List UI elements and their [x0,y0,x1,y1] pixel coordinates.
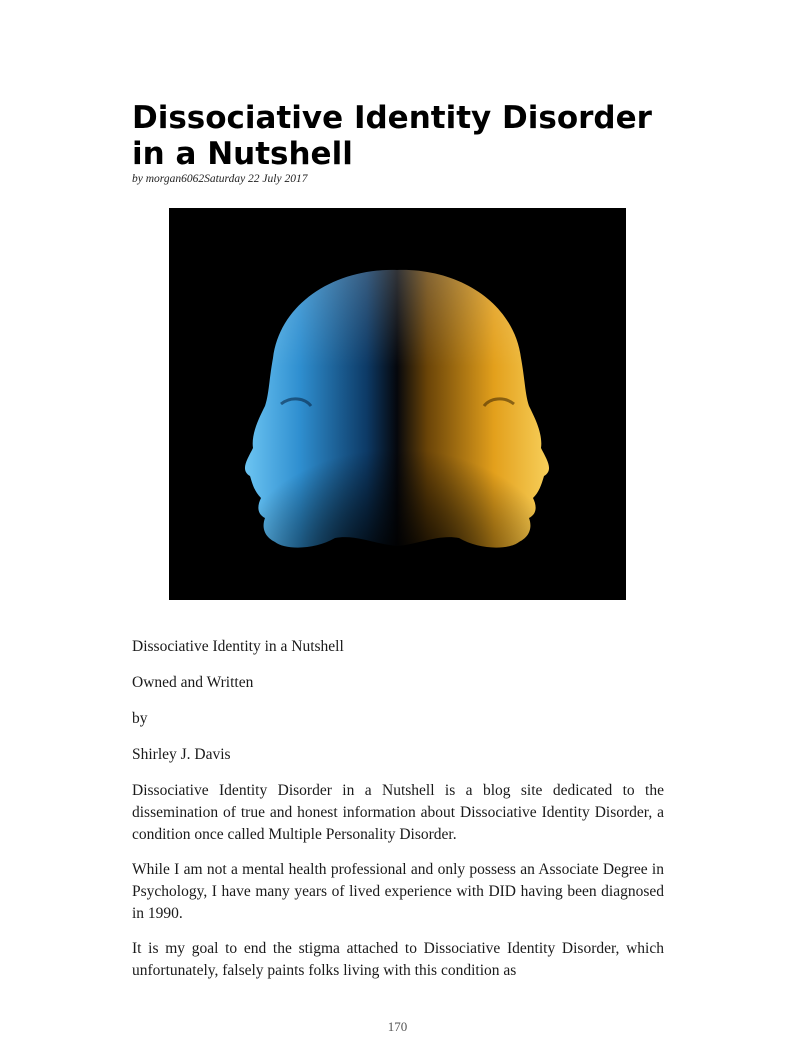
article-byline: by morgan6062Saturday 22 July 2017 [132,173,308,185]
page-title: Dissociative Identity Disorder in a Nutshell [132,100,652,172]
body-line-by: by [132,710,148,727]
body-line-owned: Owned and Written [132,674,254,691]
body-paragraph-3: It is my goal to end the stigma attached to Dissociative Identity Disorder, which unfortunately, falsely paints folks living with this condition as [132,940,664,979]
body-line-author: Shirley J. Davis [132,746,231,763]
body-line-title: Dissociative Identity in a Nutshell [132,638,344,655]
page-number: 170 [387,1019,408,1034]
body-paragraph-2: While I am not a mental health professional and only possess an Associate Degree in Psychology, I have many years of lived experience with DID having been diagnosed in 1990. [132,861,664,922]
two-faced-head-image [169,208,626,600]
body-paragraph-1: Dissociative Identity Disorder in a Nutshell is a blog site dedicated to the dissemination of true and honest information about Dissociative Identity Disorder, a condition once called Multiple Personality Disorder. [132,782,664,843]
article-body [132,636,664,995]
